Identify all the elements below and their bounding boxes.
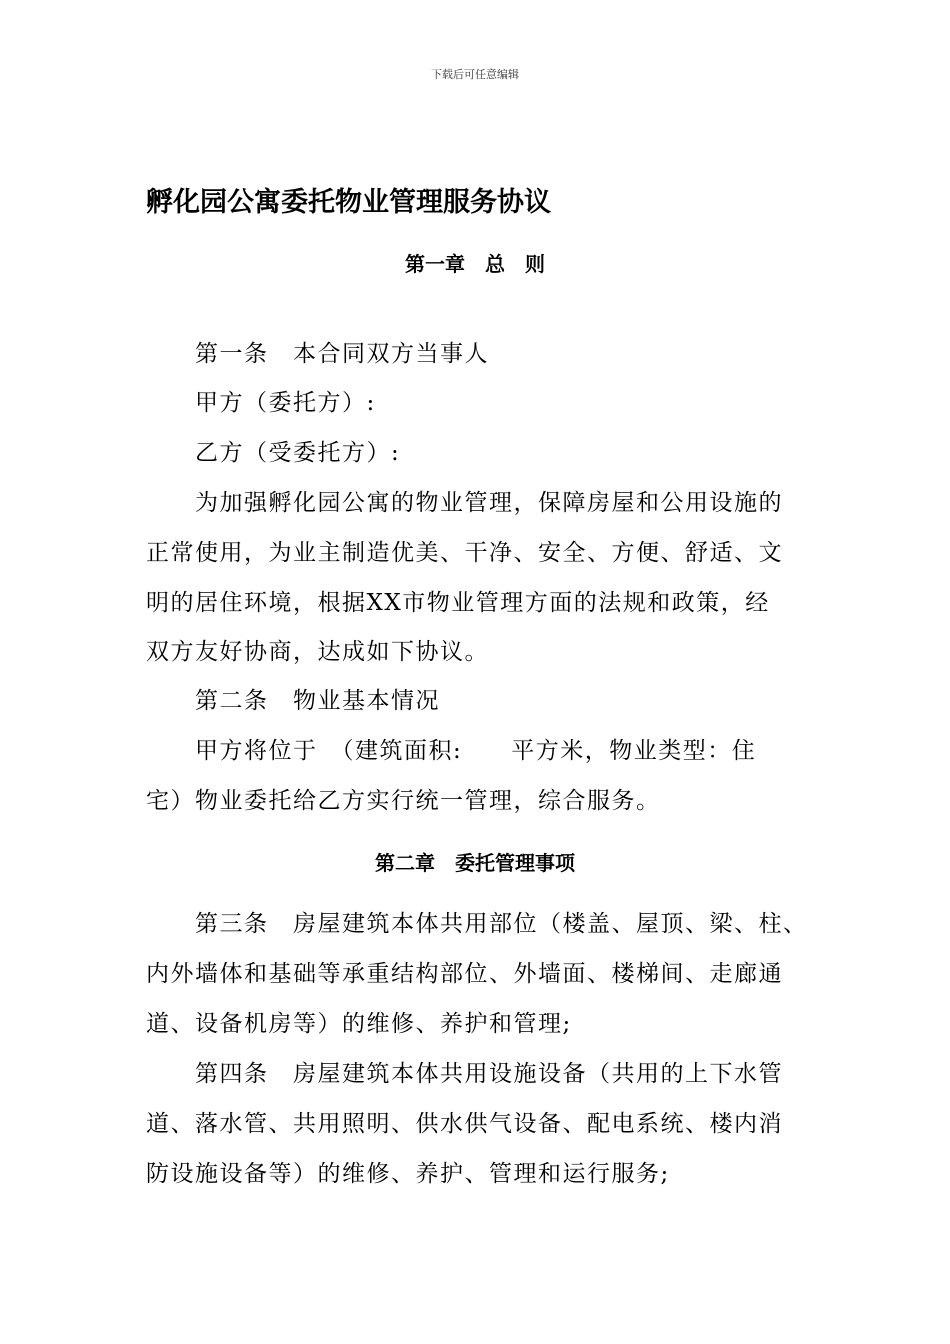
paragraph-line: 道、设备机房等）的维修、养护和管理; [146, 1011, 572, 1037]
paragraph-line: 双方友好协商，达成如下协议。 [146, 639, 489, 665]
chapter-1-heading: 第一章 总 则 [405, 252, 545, 276]
header-note: 下载后可任意编辑 [431, 68, 519, 81]
chapter-2-heading: 第二章 委托管理事项 [375, 851, 575, 875]
article-4-line: 第四条 房屋建筑本体共用设施设备（共用的上下水管 [195, 1061, 783, 1087]
paragraph-line: 宅）物业委托给乙方实行统一管理，综合服务。 [146, 788, 661, 814]
article-3-line: 第三条 房屋建筑本体共用部位（楼盖、屋顶、梁、柱、 [195, 911, 808, 937]
paragraph-line: 为加强孵化园公寓的物业管理，保障房屋和公用设施的 [195, 490, 783, 516]
paragraph-line: 明的居住环境，根据XX市物业管理方面的法规和政策，经 [146, 590, 770, 616]
paragraph-line: 道、落水管、共用照明、供水供气设备、配电系统、楼内消 [146, 1111, 783, 1137]
article-2-heading: 第二条 物业基本情况 [195, 688, 440, 714]
document-title: 孵化园公寓委托物业管理服务协议 [146, 187, 551, 218]
party-b-line: 乙方（受委托方）: [195, 440, 401, 466]
paragraph-line: 内外墙体和基础等承重结构部位、外墙面、楼梯间、走廊通 [146, 961, 783, 987]
paragraph-line: 正常使用，为业主制造优美、干净、安全、方便、舒适、文 [146, 540, 783, 566]
party-a-line: 甲方（委托方）: [195, 390, 376, 416]
article-1-heading: 第一条 本合同双方当事人 [195, 341, 489, 367]
paragraph-line: 防设施设备等）的维修、养护、管理和运行服务; [146, 1161, 670, 1187]
paragraph-line: 甲方将位于 （建筑面积: 平方米，物业类型：住 [195, 738, 757, 764]
